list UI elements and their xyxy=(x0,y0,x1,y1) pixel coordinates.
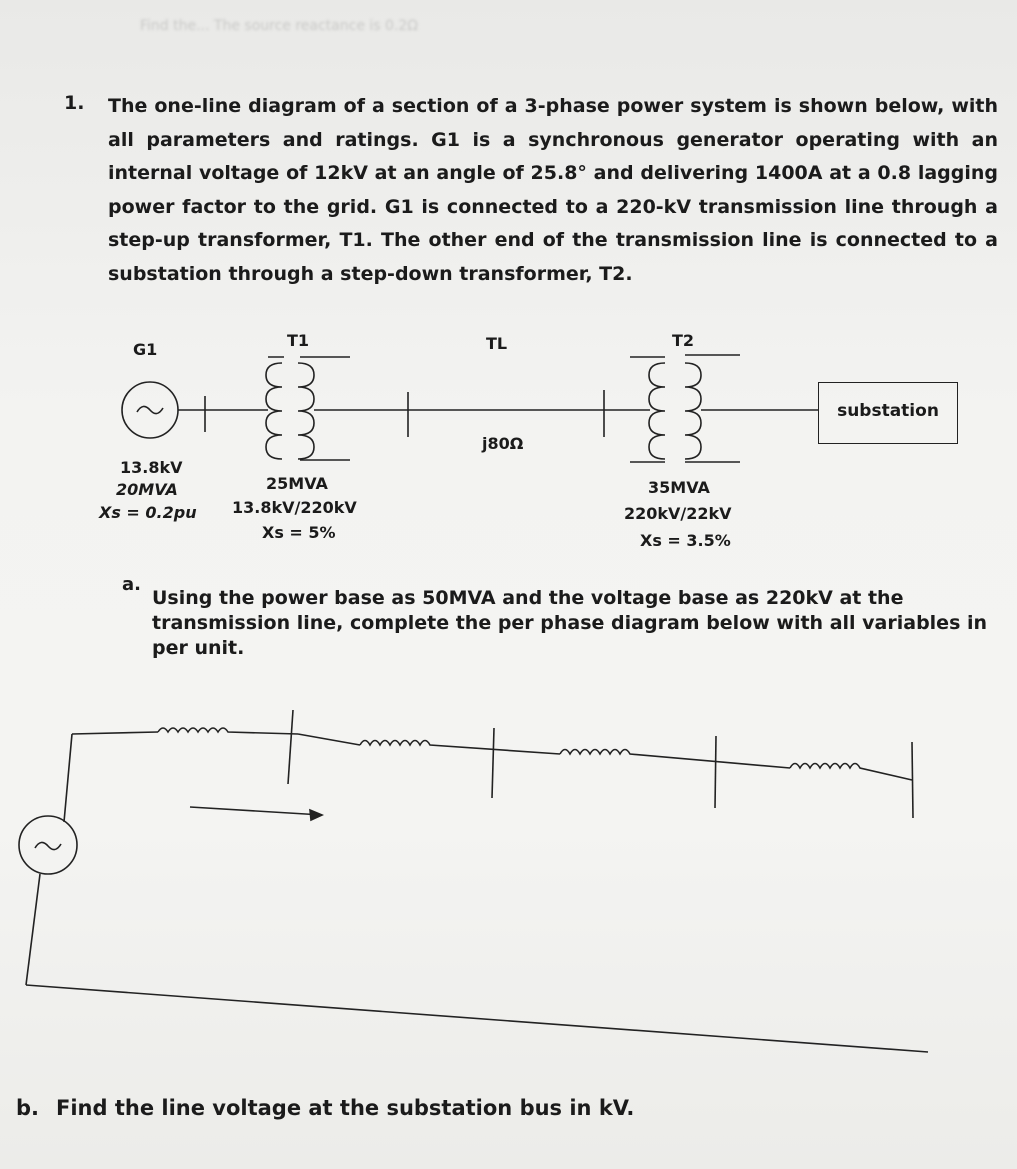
t1-ratio: 13.8kV/220kV xyxy=(232,498,357,517)
t2-reactance: Xs = 3.5% xyxy=(640,531,731,550)
t2-rating: 35MVA xyxy=(648,478,710,497)
substation-label: substation xyxy=(837,401,939,421)
pp-current-arrow xyxy=(190,807,322,815)
pp-inductor-2 xyxy=(360,741,560,755)
pp-ground-return xyxy=(26,985,928,1052)
pp-bus-tick-2 xyxy=(492,728,494,798)
question-number: 1. xyxy=(64,92,85,114)
g1-rating: 20MVA xyxy=(116,480,178,499)
pp-bus-tick-4 xyxy=(912,742,913,818)
pp-inductor-1 xyxy=(158,728,298,734)
t1-rating: 25MVA xyxy=(266,474,328,493)
part-a-text: Using the power base as 50MVA and the voltage base as 220kV at the transmission line, complete the per phase diagram below with all variables in per unit. xyxy=(152,587,988,659)
pp-left-wire-bottom xyxy=(26,874,40,985)
g1-voltage: 13.8kV xyxy=(120,458,183,477)
faded-header-text: Find the... The source reactance is 0.2Ω xyxy=(140,18,418,34)
g1-name: G1 xyxy=(133,340,158,359)
pp-inductor-4 xyxy=(790,764,912,781)
part-b-text: Find the line voltage at the substation bus in kV. xyxy=(56,1096,635,1120)
part-a-label: a. xyxy=(122,574,141,595)
pp-top-wire-left xyxy=(72,732,158,734)
tl-impedance: j80Ω xyxy=(482,434,524,453)
pp-left-wire-top xyxy=(64,734,72,822)
t1-name: T1 xyxy=(287,331,310,350)
pp-top-wire-2 xyxy=(298,734,360,745)
g1-reactance: Xs = 0.2pu xyxy=(99,503,197,522)
pp-bus-tick-3 xyxy=(715,736,716,808)
t1-reactance: Xs = 5% xyxy=(262,523,336,542)
question-text: The one-line diagram of a section of a 3-phase power system is shown below, with all parameters and ratings. G1 is a synchronous generator operating with an internal voltage of 12kV at an angle of 25.8° and delivering 1400A at a 0.8 lagging power factor to the grid. G1 is connected to a 220-kV transmission line through a step-up transformer, T1. The other end of the transmission line is connected to a substation through a step-down transformer, T2. xyxy=(108,95,998,285)
pp-bus-tick-1 xyxy=(288,710,293,784)
t2-ratio: 220kV/22kV xyxy=(624,504,732,523)
t2-name: T2 xyxy=(672,331,695,350)
tl-name: TL xyxy=(486,334,508,353)
pp-sine-icon xyxy=(35,842,61,849)
pp-arrowhead-icon xyxy=(310,810,322,820)
part-b-label: b. xyxy=(16,1096,40,1120)
pp-inductor-3 xyxy=(560,750,790,769)
